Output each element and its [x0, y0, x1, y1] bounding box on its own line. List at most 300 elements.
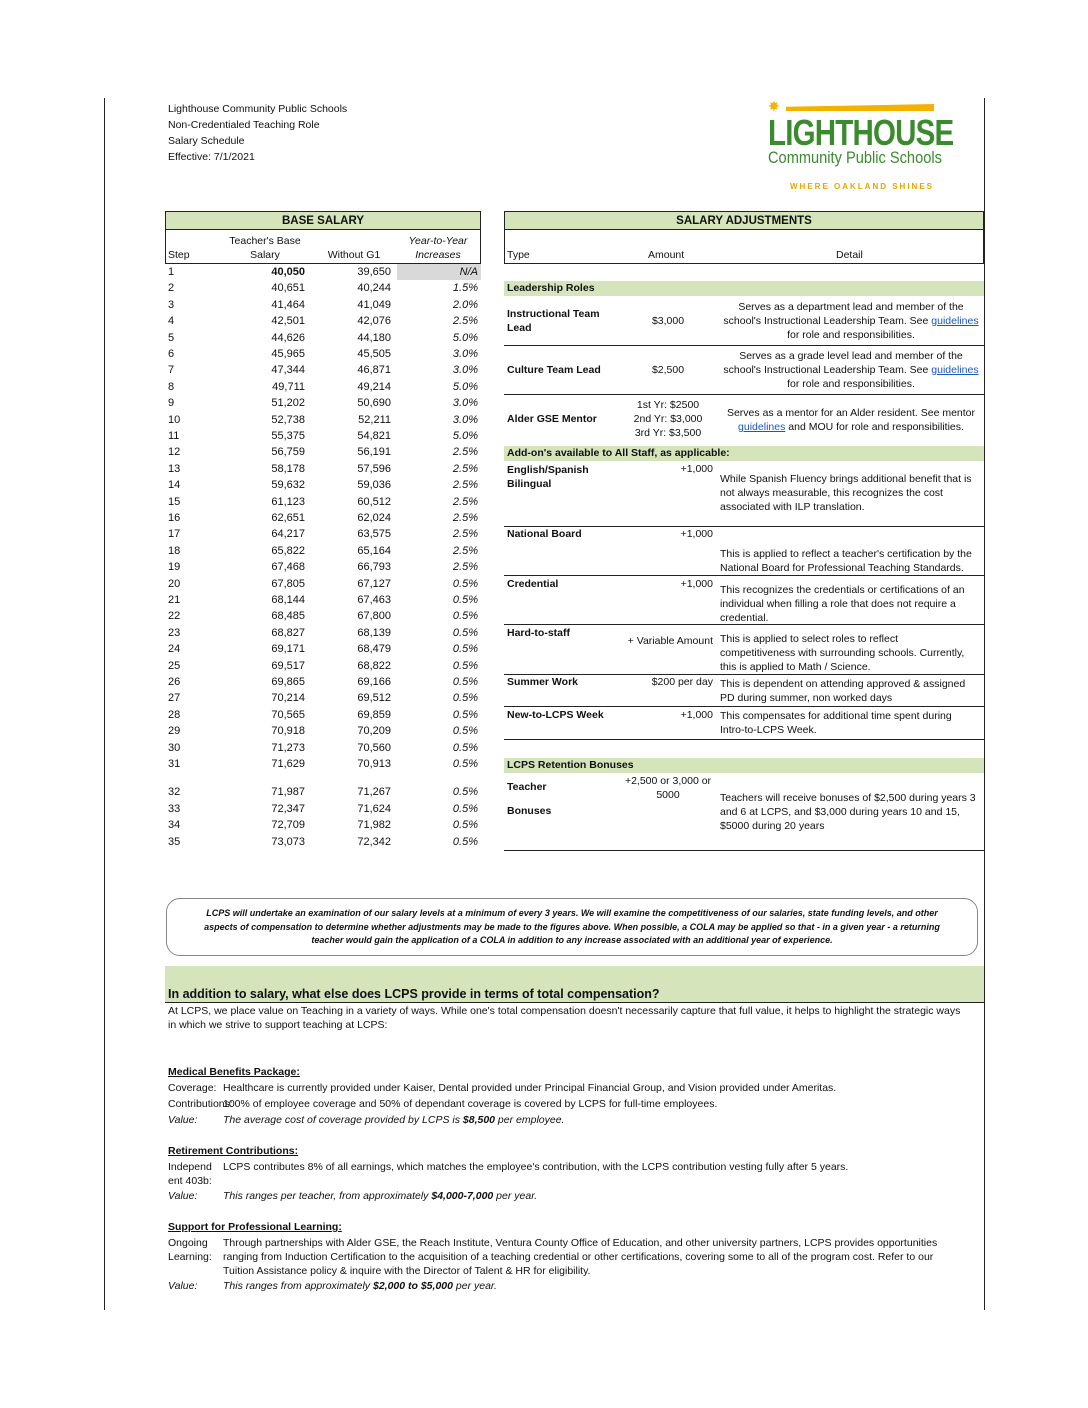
medical-title: Medical Benefits Package: — [168, 1066, 300, 1078]
salary-row — [168, 330, 481, 346]
increase-cell: 3.0% — [452, 413, 478, 426]
col-increase-line1: Year-to-Year — [408, 235, 468, 247]
increase-cell: 2.5% — [452, 315, 478, 328]
divider — [504, 739, 984, 740]
left-page-border — [104, 98, 105, 1310]
base-salary-cell: 47,344 — [271, 364, 305, 377]
increase-cell: 1.5% — [452, 282, 478, 295]
without-g1-cell: 46,871 — [357, 364, 391, 377]
increase-cell: 0.5% — [452, 577, 478, 590]
base-salary-cell: 49,711 — [272, 380, 305, 393]
base-salary-cell: 67,468 — [271, 561, 305, 574]
salary-row — [168, 641, 481, 657]
base-salary-cell: 62,651 — [271, 512, 305, 524]
base-salary-cell: 71,629 — [271, 758, 305, 770]
summer-work-amount: $200 per day — [651, 676, 713, 688]
increase-cell: 0.5% — [452, 725, 478, 738]
ongoing-learning-value-line1: Through partnerships with Alder GSE, the Reach Institute, Ventura County Office of Education, and other university partners, LCPS provides opportunities — [223, 1237, 938, 1249]
bilingual-amount: +1,000 — [680, 463, 713, 475]
without-g1-cell: 57,596 — [357, 462, 391, 475]
salary-row — [168, 784, 481, 800]
increase-cell: 3.0% — [452, 348, 478, 360]
base-salary-cell: 61,123 — [271, 495, 305, 508]
cola-note-line3: teacher would gain the application of a COLA in addition to any increase associated with an additional year of experience. — [311, 935, 833, 945]
step-cell: 7 — [168, 364, 175, 377]
retention-detail — [720, 791, 982, 833]
compensation-intro-line1: At LCPS, we place value on Teaching in a variety of ways. While one's total compensation doesn't necessarily capture that full value, it helps to highlight the strategic ways — [168, 1005, 961, 1017]
salary-row — [168, 723, 481, 739]
increase-cell: 0.5% — [452, 692, 478, 705]
learning-value-amount: $2,000 to $5,000 — [372, 1280, 453, 1292]
without-g1-cell: 41,049 — [357, 298, 391, 311]
increase-cell: 0.5% — [452, 643, 478, 656]
compensation-intro-line2: in which we strive to support teaching at LCPS: — [168, 1019, 388, 1031]
summer-work-detail — [720, 677, 982, 705]
base-salary-cell: 72,709 — [271, 819, 305, 832]
increase-cell: 2.5% — [452, 512, 478, 524]
step-cell: 16 — [168, 512, 181, 524]
summer-work-type: Summer Work — [507, 676, 578, 688]
without-g1-cell: 45,505 — [357, 348, 391, 360]
base-salary-cell: 68,144 — [271, 594, 305, 606]
salary-row — [168, 592, 481, 608]
learning-value-text: This ranges from approximately — [223, 1280, 373, 1292]
step-cell: 27 — [168, 692, 181, 705]
without-g1-cell: 69,512 — [357, 692, 391, 705]
base-salary-cell: 64,217 — [271, 528, 305, 541]
step-cell: 23 — [168, 626, 181, 639]
salary-row — [168, 707, 481, 723]
salary-row — [168, 817, 481, 833]
retirement-403b-value: LCPS contributes 8% of all earnings, which matches the employee's contribution, with the LCPS contribution vesting fully after 5 years. — [223, 1161, 849, 1173]
base-salary-cell: 59,632 — [271, 479, 305, 492]
col-step: Step — [168, 249, 190, 261]
step-cell: 12 — [168, 446, 181, 459]
step-cell: 32 — [168, 786, 181, 799]
without-g1-cell: 66,793 — [357, 561, 391, 574]
without-g1-cell: 52,211 — [358, 413, 391, 426]
bilingual-detail-line1: While Spanish Fluency brings additional benefit that is — [720, 473, 972, 485]
without-g1-cell: 44,180 — [357, 331, 391, 344]
credential-type: Credential — [507, 578, 559, 590]
salary-row — [168, 395, 481, 411]
base-salary-cell: 73,073 — [271, 835, 305, 848]
increase-cell: 0.5% — [452, 594, 478, 606]
ctl-detail-line1: Serves as a grade level lead and member of the — [739, 350, 963, 362]
ctl-detail — [720, 349, 982, 391]
without-g1-cell: 49,214 — [357, 380, 391, 393]
salary-row — [168, 801, 481, 817]
step-cell: 8 — [168, 380, 175, 393]
increase-cell: 0.5% — [452, 786, 478, 799]
base-salary-cell: 44,626 — [271, 331, 305, 344]
salary-row — [168, 264, 481, 280]
increase-cell: 0.5% — [452, 802, 478, 815]
increase-cell: 5.0% — [452, 380, 478, 393]
gse-guidelines-link[interactable]: guidelines — [738, 421, 786, 433]
summer-work-detail-line1: This is dependent on attending approved & assigned — [720, 678, 966, 690]
col-salary-line1: Teacher's Base — [229, 235, 301, 247]
bilingual-detail-line3: associated with ILP translation. — [720, 501, 865, 513]
national-board-detail-line1: This is applied to reflect a teacher's certification by the — [720, 548, 972, 560]
new-to-lcps-detail — [720, 709, 982, 737]
bilingual-detail-line2: not always measurable, this recognizes the cost — [720, 487, 943, 499]
base-salary-cell: 67,805 — [271, 577, 305, 590]
base-salary-cell: 70,214 — [271, 692, 305, 705]
retention-amount-line2: 5000 — [656, 789, 680, 801]
salary-row — [168, 625, 481, 641]
medical-coverage-label: Coverage: — [168, 1082, 217, 1094]
without-g1-cell: 69,166 — [357, 676, 391, 688]
retirement-value-suffix: per year. — [493, 1190, 538, 1202]
step-cell: 15 — [168, 495, 181, 508]
increase-cell: 0.5% — [452, 626, 478, 639]
step-cell: 30 — [168, 741, 181, 754]
base-salary-cell: 40,050 — [271, 266, 305, 278]
without-g1-cell: 40,244 — [357, 282, 391, 295]
salary-row — [168, 543, 481, 559]
step-cell: 3 — [168, 298, 175, 311]
salary-row — [168, 510, 481, 526]
org-name: Lighthouse Community Public Schools — [168, 103, 348, 115]
salary-row — [168, 428, 481, 444]
step-cell: 25 — [168, 659, 181, 672]
base-salary-cell: 51,202 — [271, 397, 305, 410]
increase-cell: 2.5% — [452, 544, 478, 557]
gse-amount-yr3: 3rd Yr: $3,500 — [634, 427, 702, 439]
hard-to-staff-detail — [720, 632, 982, 674]
salary-row — [168, 526, 481, 542]
step-cell: 4 — [168, 315, 175, 328]
salary-adjustments-column-headers — [504, 230, 984, 264]
base-salary-cell: 69,865 — [271, 676, 305, 688]
increase-cell: 0.5% — [452, 741, 478, 754]
medical-contributions-label: Contributions: — [168, 1098, 233, 1110]
salary-adjustments-header: SALARY ADJUSTMENTS — [504, 211, 984, 230]
itl-detail — [720, 300, 982, 342]
bilingual-type-line1: English/Spanish — [507, 464, 589, 476]
col-detail: Detail — [836, 249, 863, 261]
hard-to-staff-amount: + Variable Amount — [627, 635, 713, 647]
itl-type-line1: Instructional Team — [507, 308, 600, 320]
gse-amount — [620, 398, 716, 440]
without-g1-cell: 70,209 — [357, 725, 391, 738]
logo-wordmark: LIGHTHOUSE — [768, 112, 954, 153]
retention-detail-line2: and 6 at LCPS, and $3,000 during years 10 and 15, — [720, 806, 960, 818]
gse-detail-line2-text: and MOU for role and responsibilities. — [785, 421, 964, 433]
document-header — [168, 101, 347, 165]
section-retention-bonuses: LCPS Retention Bonuses — [504, 758, 984, 773]
step-cell: 2 — [168, 282, 175, 295]
retirement-403b-label-line2: ent 403b: — [168, 1175, 212, 1187]
base-salary-header: BASE SALARY — [165, 211, 481, 230]
retirement-value-text: This ranges per teacher, from approximately — [223, 1190, 432, 1202]
step-cell: 1 — [168, 266, 175, 278]
base-salary-cell: 42,501 — [271, 315, 305, 328]
gse-type: Alder GSE Mentor — [507, 413, 597, 425]
increase-cell: 2.5% — [452, 446, 478, 459]
without-g1-cell: 71,982 — [357, 819, 391, 832]
without-g1-cell: 56,191 — [357, 446, 391, 459]
ctl-detail-line2 — [720, 363, 982, 377]
itl-detail-line3: for role and responsibilities. — [787, 329, 915, 341]
col-without-g1: Without G1 — [327, 249, 381, 261]
bilingual-detail — [720, 472, 982, 514]
hard-to-staff-detail-line1: This is applied to select roles to reflect — [720, 633, 898, 645]
new-to-lcps-type: New-to-LCPS Week — [507, 709, 604, 721]
new-to-lcps-amount: +1,000 — [680, 709, 713, 721]
without-g1-cell: 69,859 — [357, 708, 391, 721]
increase-cell: 2.5% — [452, 528, 478, 541]
itl-detail-line2-text: school's Instructional Leadership Team. See — [723, 315, 932, 327]
col-increase-line2: Increases — [415, 249, 461, 261]
role-name: Non-Credentialed Teaching Role — [168, 119, 320, 131]
increase-cell: 0.5% — [452, 835, 478, 848]
base-salary-cell: 41,464 — [271, 298, 305, 311]
retention-type-line1: Teacher — [507, 781, 547, 793]
salary-row — [168, 576, 481, 592]
itl-type-line2: Lead — [507, 322, 532, 334]
col-salary-line2: Salary — [250, 249, 280, 261]
ctl-detail-line3: for role and responsibilities. — [787, 378, 915, 390]
salary-row — [168, 379, 481, 395]
hard-to-staff-detail-line3: this is applied to Math / Science. — [720, 661, 871, 673]
base-salary-cell: 68,827 — [271, 626, 305, 639]
base-salary-cell: 70,565 — [271, 708, 305, 721]
step-cell: 21 — [168, 594, 181, 606]
step-cell: 9 — [168, 397, 175, 410]
cola-note-line2: aspects of compensation to determine whether adjustments may be made to the figures above. When possible, a COLA may be applied so that - in a given year - a returning — [204, 921, 940, 932]
salary-row — [168, 461, 481, 477]
lighthouse-logo — [768, 98, 954, 198]
increase-cell: 0.5% — [452, 659, 478, 672]
retirement-value — [223, 1189, 537, 1203]
step-cell: 20 — [168, 577, 181, 590]
credential-amount: +1,000 — [680, 578, 713, 590]
without-g1-cell: 60,512 — [357, 495, 391, 508]
medical-value-label: Value: — [168, 1114, 198, 1126]
compensation-title: In addition to salary, what else does LCPS provide in terms of total compensation? — [168, 987, 660, 1001]
step-cell: 29 — [168, 725, 181, 738]
base-salary-cell: 56,759 — [271, 446, 305, 459]
retention-type-line2: Bonuses — [507, 805, 552, 817]
retirement-title: Retirement Contributions: — [168, 1145, 299, 1157]
increase-cell: 0.5% — [452, 610, 478, 623]
base-salary-cell: 71,273 — [271, 741, 305, 754]
increase-cell: 3.0% — [452, 397, 478, 410]
step-cell: 24 — [168, 643, 181, 656]
without-g1-cell: 65,164 — [357, 544, 391, 557]
salary-row — [168, 740, 481, 756]
step-cell: 28 — [168, 708, 181, 721]
step-cell: 14 — [168, 479, 181, 492]
without-g1-cell: 63,575 — [357, 528, 391, 541]
itl-guidelines-link[interactable]: guidelines — [931, 315, 979, 327]
bilingual-type-line2: Bilingual — [507, 478, 552, 490]
without-g1-cell: 71,267 — [357, 786, 391, 799]
salary-row — [168, 608, 481, 624]
step-cell: 11 — [168, 430, 180, 442]
salary-row — [168, 658, 481, 674]
ongoing-learning-label-line2: Learning: — [168, 1251, 212, 1263]
itl-detail-line2 — [720, 314, 982, 328]
divider — [504, 575, 984, 576]
divider — [504, 850, 984, 851]
increase-cell: 2.0% — [452, 298, 478, 311]
without-g1-cell: 70,913 — [357, 758, 391, 770]
credential-detail — [720, 583, 982, 625]
step-cell: 35 — [168, 835, 181, 848]
increase-cell: 5.0% — [452, 331, 478, 344]
learning-value-label: Value: — [168, 1280, 198, 1292]
without-g1-cell: 39,650 — [357, 266, 391, 278]
retention-amount — [612, 774, 724, 802]
effective-date: Effective: 7/1/2021 — [168, 151, 255, 163]
divider — [504, 706, 984, 707]
medical-contributions-value: 100% of employee coverage and 50% of dependant coverage is covered by LCPS for full-time employees. — [223, 1098, 718, 1110]
increase-cell: 2.5% — [452, 462, 478, 475]
without-g1-cell: 62,024 — [357, 512, 391, 524]
base-salary-cell: 58,178 — [271, 462, 305, 475]
without-g1-cell: 50,690 — [357, 397, 391, 410]
professional-learning-title: Support for Professional Learning: — [168, 1221, 342, 1233]
increase-cell: 0.5% — [452, 676, 478, 688]
base-salary-cell: 69,171 — [271, 643, 305, 656]
increase-cell: 2.5% — [452, 561, 478, 574]
salary-row — [168, 690, 481, 706]
logo-star-icon: ✸ — [768, 98, 780, 114]
base-salary-cell: 69,517 — [271, 659, 305, 672]
base-salary-cell: 45,965 — [271, 348, 305, 360]
increase-cell: 0.5% — [452, 758, 478, 770]
ctl-guidelines-link[interactable]: guidelines — [931, 364, 979, 376]
step-cell: 10 — [168, 413, 181, 426]
logo-subtitle: Community Public Schools — [768, 148, 942, 167]
gse-amount-yr1: 1st Yr: $2500 — [636, 399, 700, 411]
ongoing-learning-value-line3: Tuition Assistance policy & inquire with the Director of Talent & HR for eligibility. — [223, 1265, 591, 1277]
ctl-detail-line2-text: school's Instructional Leadership Team. See — [723, 364, 932, 376]
without-g1-cell: 68,139 — [357, 626, 391, 639]
without-g1-cell: 68,822 — [357, 659, 391, 672]
without-g1-cell: 67,127 — [357, 577, 391, 590]
doc-title: Salary Schedule — [168, 135, 245, 147]
without-g1-cell: 70,560 — [357, 741, 391, 754]
medical-value — [223, 1113, 564, 1127]
salary-row — [168, 674, 481, 690]
section-leadership-roles: Leadership Roles — [504, 281, 984, 296]
new-to-lcps-detail-line2: Intro-to-LCPS Week. — [720, 724, 817, 736]
retirement-value-label: Value: — [168, 1190, 198, 1202]
salary-row — [168, 362, 481, 378]
credential-detail-line1: This recognizes the credentials or certifications of an — [720, 584, 965, 596]
without-g1-cell: 67,800 — [357, 610, 391, 623]
salary-row — [168, 834, 481, 850]
credential-detail-line3: credential. — [720, 612, 769, 624]
hard-to-staff-type: Hard-to-staff — [507, 627, 570, 639]
national-board-detail — [720, 547, 982, 575]
medical-value-text: The average cost of coverage provided by LCPS is — [223, 1114, 463, 1126]
without-g1-cell: 71,624 — [357, 802, 391, 815]
salary-row — [168, 559, 481, 575]
retirement-403b-label-line1: Independ — [168, 1161, 212, 1173]
increase-cell: 3.0% — [452, 364, 478, 377]
without-g1-cell: 54,821 — [357, 430, 391, 442]
divider — [504, 345, 984, 346]
salary-row — [168, 297, 481, 313]
col-amount: Amount — [648, 249, 685, 261]
base-salary-cell: 71,987 — [271, 786, 305, 799]
step-cell: 31 — [168, 758, 181, 770]
salary-row — [168, 412, 481, 428]
salary-row — [168, 477, 481, 493]
ctl-type: Culture Team Lead — [507, 364, 601, 376]
base-salary-cell: 70,918 — [271, 725, 305, 738]
col-type: Type — [507, 249, 530, 261]
step-cell: 13 — [168, 462, 181, 475]
hard-to-staff-detail-line2: competitiveness with surrounding schools. Currently, — [720, 647, 965, 659]
salary-row — [168, 494, 481, 510]
itl-detail-line1: Serves as a department lead and member of the — [738, 301, 964, 313]
ctl-amount: $2,500 — [651, 364, 685, 376]
base-salary-cell: 55,375 — [271, 430, 305, 442]
gse-detail-line1: Serves as a mentor for an Alder resident. See mentor — [726, 407, 976, 419]
gse-amount-yr2: 2nd Yr: $3,000 — [633, 413, 703, 425]
without-g1-cell: 59,036 — [357, 479, 391, 492]
learning-value-suffix: per year. — [452, 1280, 497, 1292]
national-board-amount: +1,000 — [680, 528, 713, 540]
retention-amount-line1: +2,500 or 3,000 or — [624, 775, 712, 787]
salary-row — [168, 756, 481, 772]
salary-row — [168, 444, 481, 460]
base-salary-cell: 68,485 — [271, 610, 305, 623]
base-salary-cell: 52,738 — [271, 413, 305, 426]
increase-cell: N/A — [459, 266, 478, 278]
step-cell: 33 — [168, 802, 181, 815]
step-cell: 5 — [168, 331, 175, 344]
step-cell: 22 — [168, 610, 181, 623]
summer-work-detail-line2: PD during summer, non worked days — [720, 692, 893, 704]
step-cell: 17 — [168, 528, 181, 541]
increase-cell: 2.5% — [452, 479, 478, 492]
medical-coverage-value: Healthcare is currently provided under Kaiser, Dental provided under Principal Financial Group, and Vision provided under Ameritas. — [223, 1082, 837, 1094]
without-g1-cell: 67,463 — [357, 594, 391, 606]
increase-cell: 0.5% — [452, 708, 478, 721]
section-addons: Add-on's available to All Staff, as applicable: — [504, 446, 984, 461]
national-board-detail-line2: National Board for Professional Teaching Standards. — [720, 562, 964, 574]
without-g1-cell: 68,479 — [357, 643, 391, 656]
salary-row — [168, 346, 481, 362]
cola-note — [166, 898, 978, 956]
new-to-lcps-detail-line1: This compensates for additional time spent during — [720, 710, 952, 722]
gse-detail-line2 — [720, 420, 982, 434]
medical-value-amount: $8,500 — [462, 1114, 496, 1126]
gse-detail — [720, 406, 982, 434]
itl-amount: $3,000 — [651, 315, 685, 327]
salary-row — [168, 280, 481, 296]
divider — [504, 394, 984, 395]
medical-value-suffix: per employee. — [495, 1114, 565, 1126]
retirement-value-amount: $4,000-7,000 — [431, 1190, 494, 1202]
cola-note-line1: LCPS will undertake an examination of our salary levels at a minimum of every 3 years. We will examine the competitiveness of our salaries, state funding levels, and other — [206, 908, 938, 918]
without-g1-cell: 42,076 — [357, 315, 391, 328]
credential-detail-line2: individual when filling a role that does not require a — [720, 598, 956, 610]
step-cell: 19 — [168, 561, 181, 574]
without-g1-cell: 72,342 — [357, 835, 391, 848]
retention-detail-line3: $5000 during 20 years — [720, 820, 825, 832]
salary-row — [168, 313, 481, 329]
national-board-type: National Board — [507, 528, 582, 540]
step-cell: 6 — [168, 348, 175, 360]
